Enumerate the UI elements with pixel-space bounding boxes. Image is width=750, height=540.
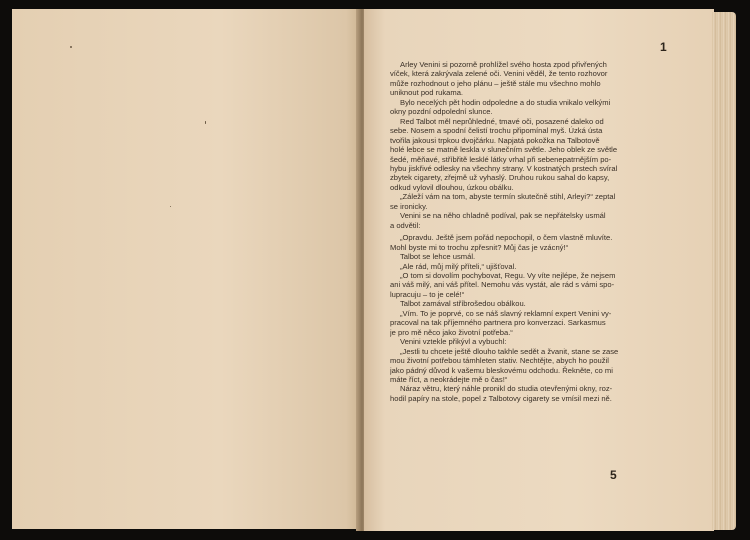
text-line: odkud vylovil dlouhou, úzkou obálku. [390,182,514,192]
page-stack-edge [712,12,736,530]
paper-speck [205,121,206,124]
body-text [390,60,675,403]
text-line: „O tom si dovolím pochybovat, Regu. Vy víte nejlépe, že nejsem [400,270,616,280]
text-line: Talbot zamával stříbrošedou obálkou. [400,299,526,309]
text-line: zbytek cigarety, zřejmě už vyhaslý. Druhou rukou sahal do kapsy, [390,173,610,183]
text-line: „Opravdu. Ještě jsem pořád nepochopil, o čem vlastně mluvíte. [400,233,613,243]
text-line: „Jestli tu chcete ještě dlouho takhle sedět a žvanit, stane se zase [400,346,619,356]
text-line: Arley Venini si pozorně prohlížel svého hosta zpod přivřených [400,60,607,69]
text-line: je pro mě něco jako životní potřeba.“ [390,327,513,337]
paper-speck [70,46,72,48]
left-page-blank [12,9,360,529]
text-line: víček, která zakrývala zelené oči. Venini věděl, že tento rozhovor [390,69,608,79]
text-line: Bylo necelých pět hodin odpoledne a do studia vnikalo velkými [400,97,611,107]
text-line: lupracuju – to je celé!“ [390,289,465,299]
text-line: hybu jiskřivé odlesky na všechny strany. V kostnatých prstech svíral [390,163,618,173]
text-line: sebe. Nosem a spodní čelistí trochu připomínal myš. Úzká ústa [390,126,603,136]
page-number: 5 [610,468,617,482]
text-line: hodil papíry na stole, popel z Talbotovy cigarety se vmísil mezi ně. [390,393,612,403]
text-line: Venini se na něho chladně podíval, pak se nepřátelsky usmál [400,211,606,221]
text-line: se ironicky. [390,201,428,211]
text-line: okny pozdní odpolední slunce. [390,107,493,117]
text-line: Talbot se lehce usmál. [400,252,476,262]
text-line: mou životní potřebou támhleten stativ. Nechtějte, abych ho použil [390,356,609,366]
chapter-number: 1 [660,40,667,54]
text-line: Red Talbot měl neprůhledné, tmavé oči, posazené daleko od [400,116,604,126]
text-line: „Vím. To je poprvé, co se náš slavný reklamní expert Venini vy- [400,308,612,318]
text-line: Mohl byste mi to trochu zpřesnit? Můj čas je vzácný!“ [390,242,569,252]
text-line: Náraz větru, který náhle pronikl do studia otevřenými okny, roz- [400,384,613,394]
text-line: šedé, měňavé, stříbřitě lesklé látky vrhal při sebenepatrnějším po- [390,154,612,164]
text-line: může rozhodnout o jeho plánu – ještě stále mu všechno mohlo [390,78,601,88]
text-line: máte říct, a neokrádejte mě o čas!“ [390,374,508,384]
paper-speck [170,206,171,207]
text-line: holé lebce se matně leskla v slunečním světle. Jeho oblek ze světle [390,145,618,155]
text-line: ani váš milý, ani váš přítel. Nemohu vás vystát, ale rád s vámi spo- [390,280,615,290]
text-line: „Záleží vám na tom, abyste termín skutečně stihl, Arleyi?“ zeptal [400,192,616,202]
text-line: pracoval na tak příjemného partnera pro konverzaci. Sarkasmus [390,318,606,328]
text-line: tvořila jakousi trpkou dvojčárku. Napjatá pokožka na Talbotově [390,135,600,145]
text-line: jako pádný důvod k vašemu bleskovému odchodu. Řekněte, co mi [390,365,613,375]
text-line: „Ale rád, můj milý příteli,“ ujišťoval. [400,261,517,271]
text-line: a odvětil: [390,220,421,230]
text-line: uniknout pod rukama. [390,88,464,98]
text-line: Venini vztekle přikývl a vybuchl: [400,337,507,347]
